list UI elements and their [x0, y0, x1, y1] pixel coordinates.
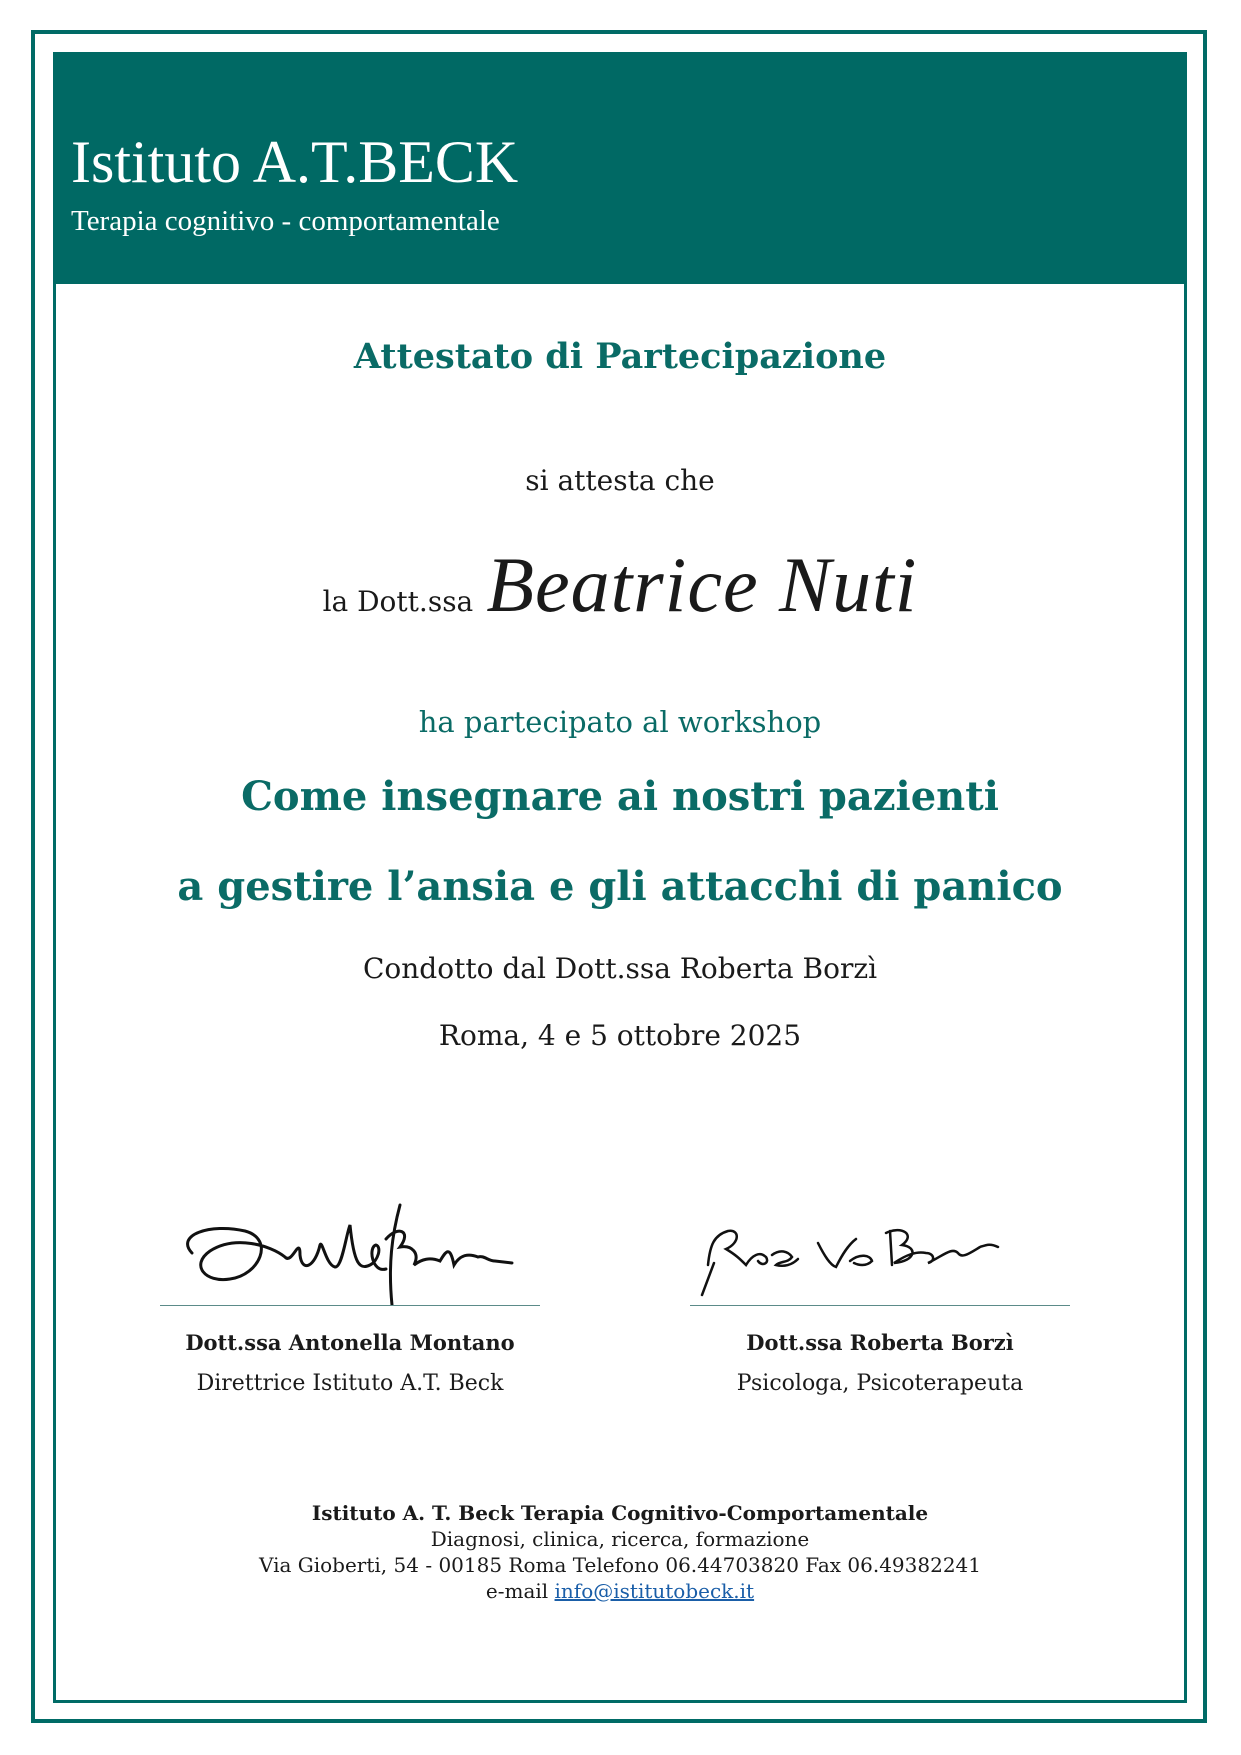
signature-line [160, 1305, 540, 1306]
recipient-name: Beatrice Nuti [486, 541, 918, 628]
signatory-name: Dott.ssa Antonella Montano [185, 1330, 515, 1355]
signatory-name: Dott.ssa Roberta Borzì [746, 1330, 1014, 1355]
header-banner [53, 52, 1187, 284]
place-and-date: Roma, 4 e 5 ottobre 2025 [438, 1019, 802, 1052]
footer-services: Diagnosi, clinica, ricerca, formazione [430, 1527, 810, 1551]
workshop-title-line-2: a gestire l’ansia e gli attacchi di panico [177, 863, 1063, 910]
footer-organization: Istituto A. T. Beck Terapia Cognitivo-Comportamentale [311, 1501, 929, 1525]
institute-brand: Istituto A.T.BECK [71, 129, 519, 195]
email-prefix: e-mail [485, 1579, 549, 1603]
recipient-line [53, 540, 1187, 630]
recipient-prefix: la Dott.ssa [322, 585, 474, 618]
signature-block-director [150, 1195, 550, 1395]
footer-email-line [53, 1578, 1187, 1604]
institute-tagline: Terapia cognitivo - comportamentale [71, 205, 500, 237]
signature-montano [150, 1195, 550, 1305]
signature-block-conductor [680, 1195, 1080, 1395]
conducted-by: Condotto dal Dott.ssa Roberta Borzì [362, 952, 878, 985]
signature-borzi [680, 1195, 1080, 1305]
email-link[interactable]: info@istitutobeck.it [554, 1579, 755, 1603]
workshop-title-line-1: Come insegnare ai nostri pazienti [241, 773, 999, 820]
signature-line [690, 1305, 1070, 1306]
attests-text: si attesta che [525, 464, 715, 497]
signatory-role: Psicologa, Psicoterapeuta [736, 1371, 1024, 1396]
certificate-title: Attestato di Partecipazione [353, 336, 887, 377]
participated-text: ha partecipato al workshop [418, 705, 822, 739]
footer-address: Via Gioberti, 54 - 00185 Roma Telefono 06.44703820 Fax 06.49382241 [258, 1553, 981, 1577]
signatory-role: Direttrice Istituto A.T. Beck [196, 1371, 504, 1396]
footer-contact [53, 1500, 1187, 1604]
